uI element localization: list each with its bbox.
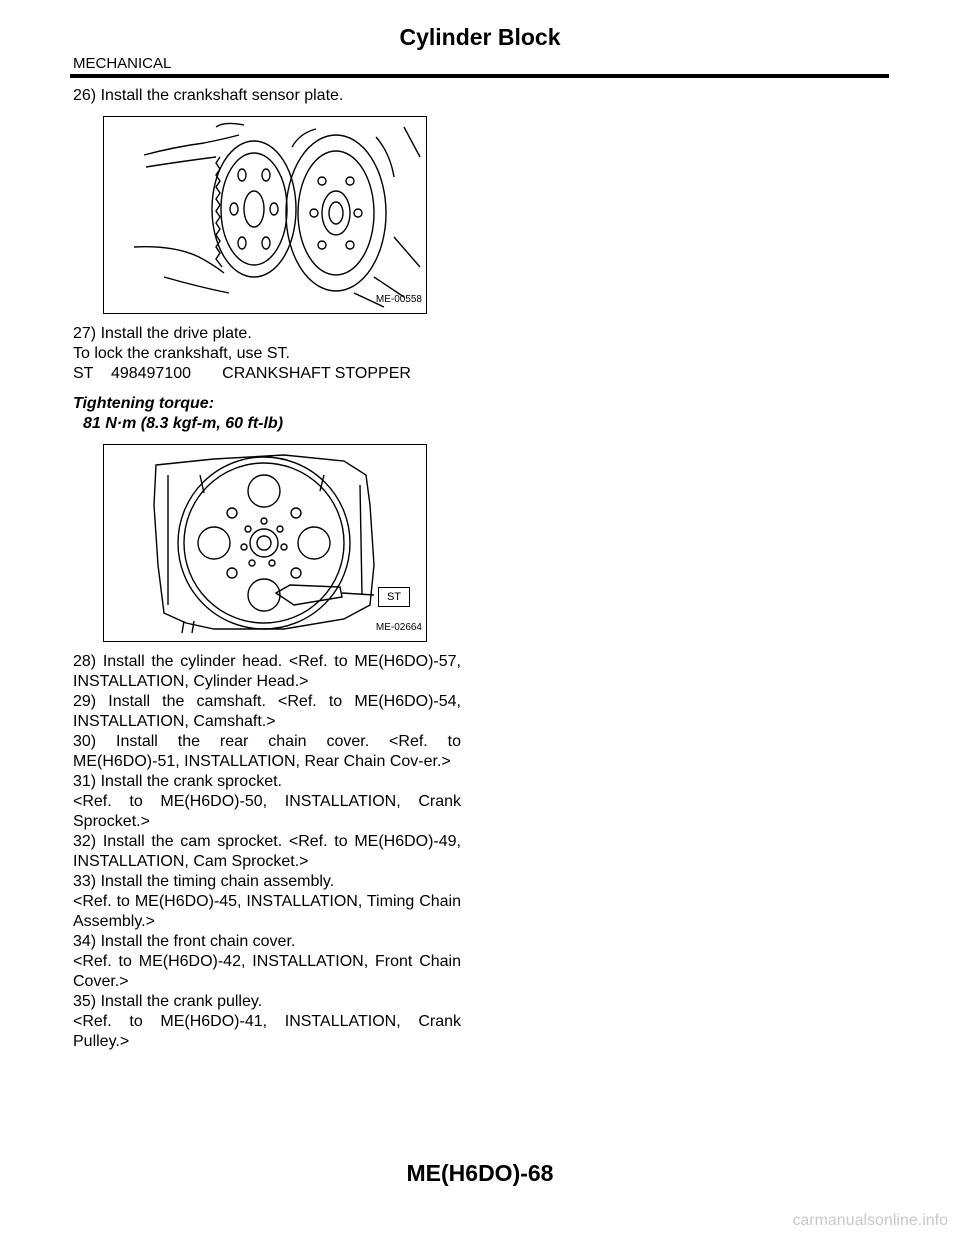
torque-value: 81 N·m (8.3 kgf-m, 60 ft-lb) xyxy=(83,415,284,432)
figure-crankshaft-sensor-plate xyxy=(103,116,427,314)
step-26: 26) Install the crankshaft sensor plate. xyxy=(73,87,344,104)
step-27-lock-note: To lock the crankshaft, use ST. xyxy=(73,345,290,362)
section-label: MECHANICAL xyxy=(73,55,172,72)
page-number: ME(H6DO)-68 xyxy=(406,1160,554,1186)
torque-heading: Tightening torque: xyxy=(73,395,215,412)
figure-label: ME-00558 xyxy=(375,294,422,305)
content-column xyxy=(73,86,461,1052)
step-33-ref: <Ref. to ME(H6DO)-45, INSTALLATION, Timing Chain Assembly.> xyxy=(73,893,461,930)
drive-plate-illustration xyxy=(104,445,426,641)
step-28: 28) Install the cylinder head. <Ref. to ME(H6DO)-57, INSTALLATION, Cylinder Head.> xyxy=(73,653,461,690)
step-35-ref: <Ref. to ME(H6DO)-41, INSTALLATION, Crank Pulley.> xyxy=(73,1013,461,1050)
step-33: 33) Install the timing chain assembly. xyxy=(73,873,335,890)
step-34-ref: <Ref. to ME(H6DO)-42, INSTALLATION, Front Chain Cover.> xyxy=(73,953,461,990)
step-32: 32) Install the cam sprocket. <Ref. to ME(H6DO)-49, INSTALLATION, Cam Sprocket.> xyxy=(73,833,461,870)
step-27: 27) Install the drive plate. xyxy=(73,325,252,342)
figure-label: ME-02664 xyxy=(375,622,422,633)
header-divider xyxy=(70,74,889,78)
step-31-ref: <Ref. to ME(H6DO)-50, INSTALLATION, Crank Sprocket.> xyxy=(73,793,461,830)
page-title: Cylinder Block xyxy=(399,24,561,50)
crankshaft-sensor-plate-illustration xyxy=(104,117,426,313)
step-34: 34) Install the front chain cover. xyxy=(73,933,296,950)
step-30: 30) Install the rear chain cover. <Ref. to ME(H6DO)-51, INSTALLATION, Rear Chain Cov-er.> xyxy=(73,733,461,770)
step-29: 29) Install the camshaft. <Ref. to ME(H6DO)-54, INSTALLATION, Camshaft.> xyxy=(73,693,461,730)
figure-drive-plate xyxy=(103,444,427,642)
special-tool-line: ST 498497100 CRANKSHAFT STOPPER xyxy=(73,365,411,382)
step-31: 31) Install the crank sprocket. xyxy=(73,773,282,790)
st-callout: ST xyxy=(378,587,410,607)
watermark: carmanualsonline.info xyxy=(792,1212,948,1229)
step-35: 35) Install the crank pulley. xyxy=(73,993,263,1010)
